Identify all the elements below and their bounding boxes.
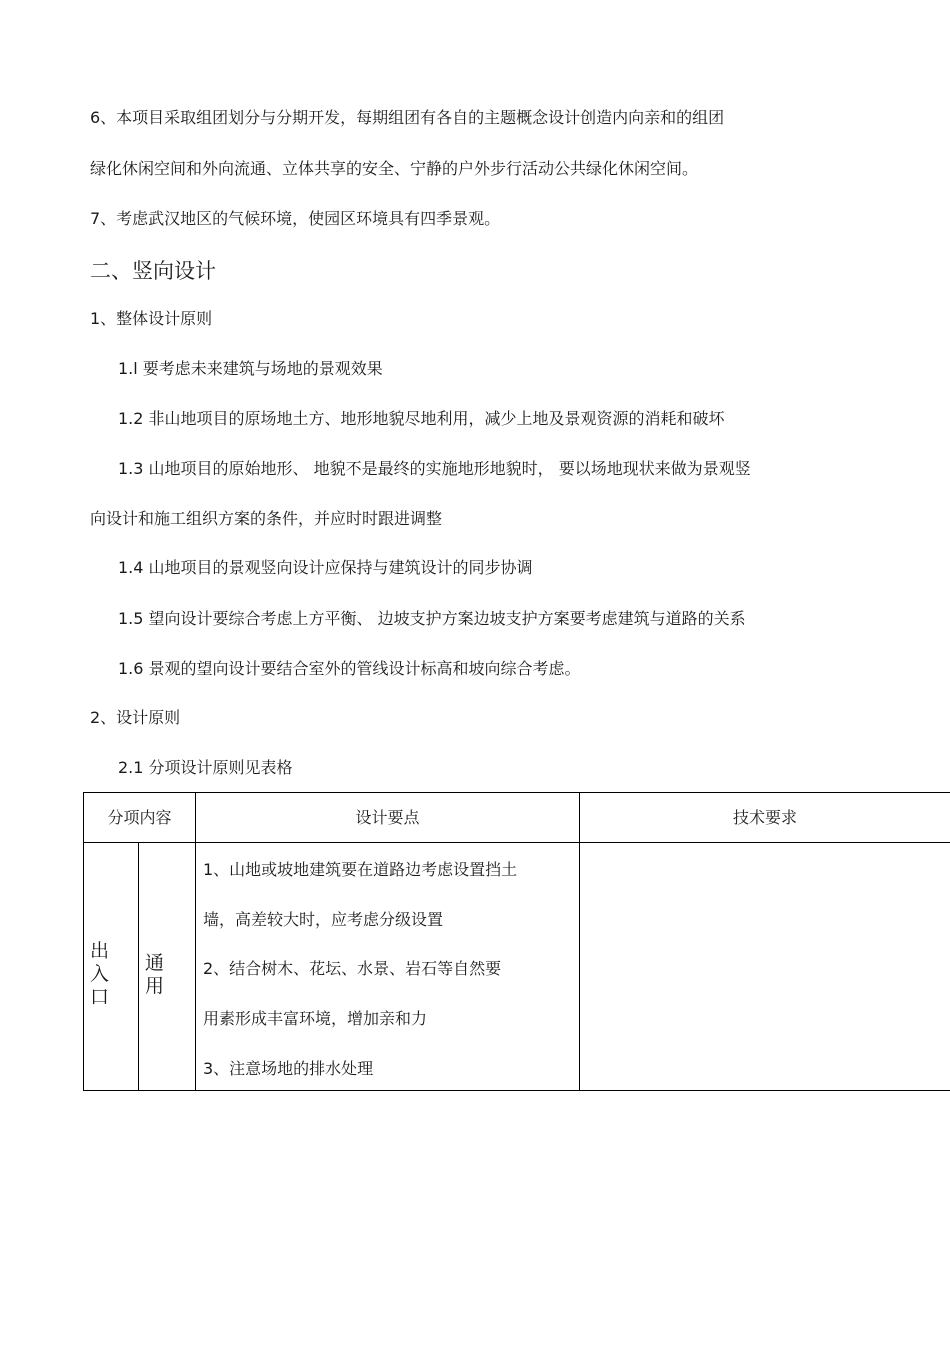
item-1-4: 1.4 山地项目的景观竖向设计应保持与建筑设计的同步协调 xyxy=(118,558,533,577)
section-2-subtitle: 2.1 分项设计原则见表格 xyxy=(118,758,293,777)
section-2-title: 2、设计原则 xyxy=(90,708,181,727)
item-1-3-line-2: 向设计和施工组织方案的条件，并应时时跟进调整 xyxy=(90,509,443,528)
paragraph-7: 7、考虑武汉地区的气候环境，使园区环境具有四季景观。 xyxy=(90,209,501,228)
section-1-title: 1、整体设计原则 xyxy=(90,309,213,328)
item-1-1: 1.l 要考虑未来建筑与场地的景观效果 xyxy=(118,359,383,378)
table-rule-header-bottom xyxy=(83,842,950,843)
table-header-technical-requirements: 技术要求 xyxy=(732,808,797,827)
paragraph-6-line-2: 绿化休闲空间和外向流通、立体共享的安全、宁静的户外步行活动公共绿化休闲空间。 xyxy=(90,159,699,178)
item-1-6: 1.6 景观的望向设计要结合室外的管线设计标高和坡向综合考虑。 xyxy=(118,659,581,678)
table-rule-category-split xyxy=(138,842,139,1091)
table-cell-category: 出入口 xyxy=(90,940,110,1008)
table-cell-point-line-1: 1、山地或坡地建筑要在道路边考虑设置挡土 xyxy=(203,860,518,879)
table-cell-point-line-2: 墙，高差较大时，应考虑分级设置 xyxy=(203,910,444,929)
table-cell-point-line-3: 2、结合树木、花坛、水景、岩石等自然要 xyxy=(203,959,502,978)
item-1-5: 1.5 望向设计要综合考虑上方平衡、 边坡支护方案边坡支护方案要考虑建筑与道路的关系 xyxy=(118,609,746,628)
table-rule-left xyxy=(83,792,84,1091)
table-rule-col-2 xyxy=(195,792,196,1091)
table-cell-subcategory: 通用 xyxy=(145,952,165,997)
item-1-2: 1.2 非山地项目的原场地土方、地形地貌尽地利用，减少上地及景观资源的消耗和破坏 xyxy=(118,409,725,428)
item-1-3-line-1: 1.3 山地项目的原始地形、 地貌不是最终的实施地形地貌时， 要以场地现状来做为景观竖 xyxy=(118,459,751,478)
table-rule-top xyxy=(83,792,950,793)
table-header-item: 分项内容 xyxy=(107,808,172,827)
table-cell-point-line-4: 用素形成丰富环境，增加亲和力 xyxy=(203,1009,428,1028)
table-rule-bottom xyxy=(83,1090,950,1091)
table-header-design-points: 设计要点 xyxy=(355,808,420,827)
paragraph-6-line-1: 6、本项目采取组团划分与分期开发，每期组团有各自的主题概念设计创造内向亲和的组团 xyxy=(90,108,725,127)
table-rule-col-3 xyxy=(579,792,580,1091)
table-cell-point-line-5: 3、注意场地的排水处理 xyxy=(203,1059,374,1078)
section-heading-vertical-design: 二、竖向设计 xyxy=(90,259,216,283)
